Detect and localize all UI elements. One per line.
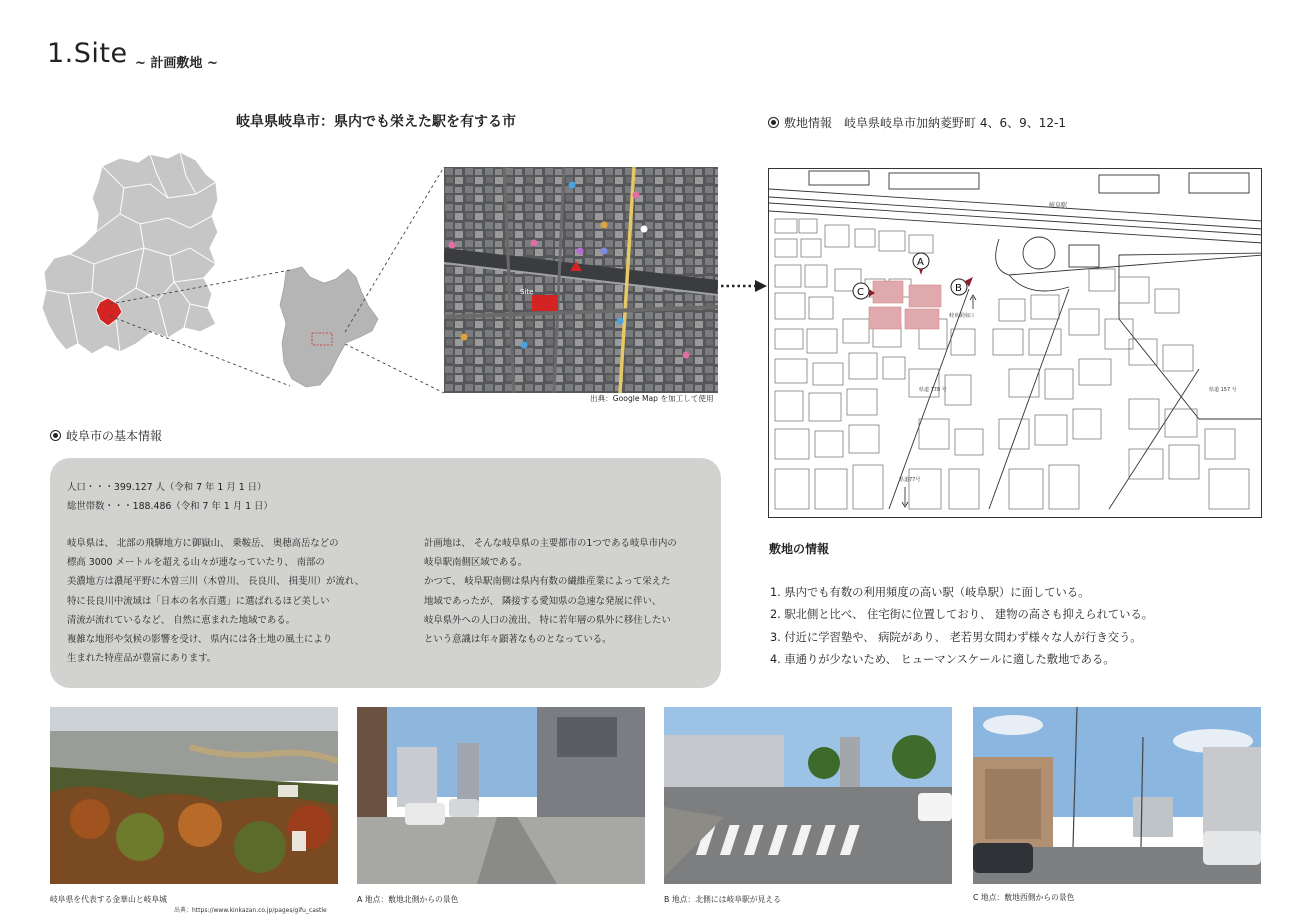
text-line: 生まれた特産品が豊富にあります。 [67, 653, 217, 665]
photo-caption-b: B 地点：北側には岐阜駅が見える [664, 895, 781, 904]
text-line: 標高 3000 メートルを超える山々が連なっていたり、 南部の [67, 557, 325, 569]
site-map-label: Site [520, 288, 534, 296]
description-col-2 [424, 534, 677, 649]
viewpoint-a-label: A [917, 257, 924, 268]
road-label-178: 県道 178 号 [919, 387, 947, 393]
text-line: 複雑な地形や気候の影響を受け、 県内には各土地の風土により [67, 634, 333, 646]
gifu-city-map [276, 263, 384, 391]
text-line: 岐阜県外への人口の流出、 特に若年層の県外に移住したい [424, 614, 671, 626]
road-label-station-south: 岐阜駅南口 [949, 313, 975, 319]
site-address: 岐阜県岐阜市加納菱野町 4、6、9、12-1 [844, 116, 1066, 130]
region-heading: 岐阜県岐阜市：県内でも栄えた駅を有する市 [236, 114, 516, 130]
page-title: 1.Site [47, 38, 128, 69]
features-heading: 敷地の情報 [769, 542, 830, 556]
site-highlight [532, 295, 558, 311]
viewpoint-b-label: B [955, 283, 962, 294]
page-subtitle: ~ 計画敷地 ~ [135, 56, 218, 71]
basic-info-heading [50, 427, 162, 444]
road-label-77: 県道77号 [899, 477, 921, 483]
photo-caption-a: A 地点：敷地北側からの景色 [357, 895, 459, 904]
feature-item: 3. 付近に学習塾や、 病院があり、 老若男女問わず様々な人が行き交う。 [770, 630, 1142, 644]
text-line: という意識は年々顕著なものとなっている。 [424, 634, 612, 646]
photo-point-c [973, 707, 1261, 884]
feature-item: 2. 駅北側と比べ、 住宅街に位置しており、 建物の高さも抑えられている。 [770, 608, 1154, 622]
photo-point-a [357, 707, 645, 884]
photo-source-kinkazan: 出典：https://www.kinkazan.co.jp/pages/gifu_castle [174, 907, 327, 914]
aerial-map [444, 167, 718, 393]
bullet-icon [50, 430, 61, 441]
gifu-prefecture-map [40, 148, 230, 363]
site-map [768, 168, 1262, 518]
text-line: 地域であったが、 隣接する愛知県の急速な発展に伴い、 [424, 595, 662, 607]
feature-item: 1. 県内でも有数の利用頻度の高い駅（岐阜駅）に面している。 [770, 586, 1090, 599]
text-line: 美濃地方は濃尾平野に木曽三川（木曽川、 長良川、 揖斐川）が流れ、 [67, 576, 365, 588]
text-line: 清流が流れているなど、 自然に恵まれた地域である。 [67, 614, 295, 626]
site-info-label: 敷地情報 [784, 116, 833, 130]
households-stat: 総世帯数・・・188.486（令和 7 年 1 月 1 日） [67, 501, 273, 513]
viewpoint-c-label: C [857, 287, 864, 298]
road-label-157: 県道 157 号 [1209, 387, 1237, 393]
text-line: かつて、 岐阜駅南側は県内有数の繊維産業によって栄えた [424, 576, 671, 588]
text-line: 岐阜駅南側区域である。 [424, 557, 528, 569]
population-stat: 人口・・・399.127 人（令和 7 年 1 月 1 日） [67, 482, 267, 493]
features-list [770, 582, 1153, 672]
map-source-note: 出典：Google Map を加工して使用 [590, 394, 714, 403]
site-info-heading [768, 114, 1066, 131]
photo-caption-c: C 地点：敷地西側からの景色 [973, 893, 1075, 902]
photo-point-b [664, 707, 952, 884]
text-line: 計画地は、 そんな岐阜県の主要都市の1つである岐阜市内の [424, 538, 677, 549]
stats-block [67, 478, 273, 516]
bullet-icon [768, 117, 779, 128]
basic-info-heading-text: 岐阜市の基本情報 [66, 429, 163, 443]
description-col-1 [67, 534, 364, 668]
planned-site-highlight [869, 281, 941, 329]
dotted-arrow-icon [721, 279, 769, 293]
text-line: 特に長良川中流域は「日本の名水百選」に選ばれるほど美しい [67, 595, 330, 607]
text-line: 岐阜県は、 北部の飛騨地方に御嶽山、 乗鞍岳、 奥穂高岳などの [67, 538, 339, 549]
feature-item: 4. 車通りが少ないため、 ヒューマンスケールに適した敷地である。 [770, 653, 1115, 667]
photo-caption-kinkazan: 岐阜県を代表する金華山と岐阜城 [50, 895, 167, 904]
photo-kinkazan [50, 707, 338, 884]
station-label: 岐阜駅 [1049, 202, 1068, 209]
